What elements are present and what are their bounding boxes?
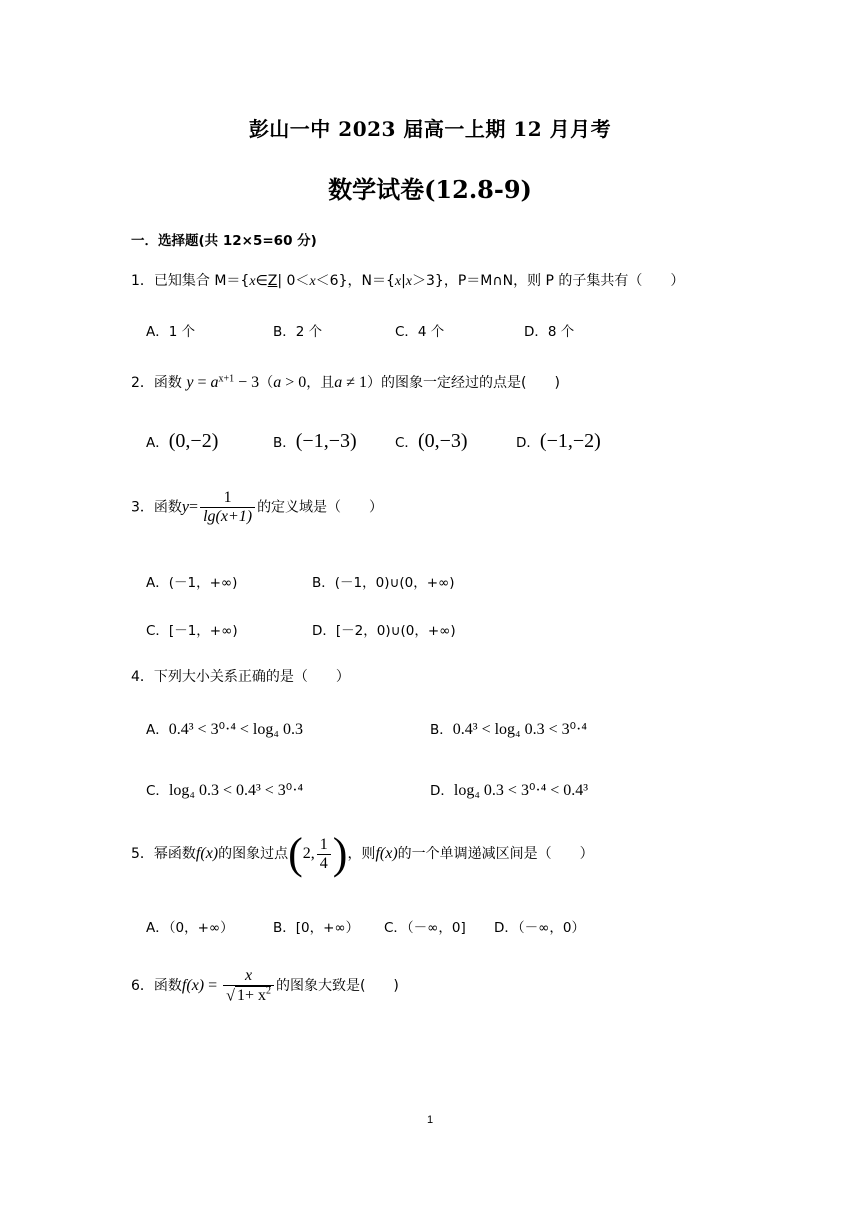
q1-var: x [249, 274, 256, 289]
q2-cond-gt: > 0 [281, 374, 307, 391]
q1-var-3: x [394, 274, 402, 289]
q5-option-b[interactable]: B．[0，+∞） [273, 920, 360, 936]
q6-denominator: √ $1+ x^2$ [223, 985, 274, 1005]
q2-option-d-label: D． [516, 435, 540, 451]
q1-option-a[interactable]: A．1 个 [146, 324, 196, 340]
q1-suffix: ＞3}，P＝M∩N，则 P 的子集共有（ ） [412, 273, 685, 289]
q4-option-b-value: 0.4³ < log₄ 0.3 < 3⁰·⁴ [452, 721, 587, 738]
q5-suffix: 的一个单调递减区间是（ ） [397, 846, 594, 862]
section-heading: 一．选择题(共 12×5=60 分) [131, 233, 317, 249]
q2-option-b-label: B． [273, 435, 296, 451]
q2-cond-open: （ [259, 375, 274, 391]
q1-bar: | [401, 273, 406, 289]
q6-radicand: 1+ x [236, 987, 266, 1005]
q5-fx-2: f(x) [375, 845, 398, 862]
q2-option-a[interactable] [146, 430, 218, 453]
q2-option-c-value: (0,−3) [417, 430, 468, 452]
q3-denominator: lg(x+1) [200, 507, 255, 526]
q5-prefix: 5．幂函数 [131, 846, 196, 862]
q6-radicand-exp: 2 [265, 986, 271, 997]
q1-option-c[interactable]: C．4 个 [395, 324, 445, 340]
q1-integers: Z [267, 273, 278, 289]
q6-numerator: x [245, 967, 253, 984]
q4-option-b[interactable] [430, 718, 587, 739]
q5-fraction-num: 1 [319, 835, 328, 853]
q6-fx: f(x) [181, 977, 205, 995]
q4-option-d-value: log₄ 0.3 < 3⁰·⁴ < 0.4³ [453, 782, 589, 799]
question-4: 4．下列大小关系正确的是（ ） [131, 669, 350, 685]
page-number: 1 [426, 1114, 434, 1126]
q2-minus-three: − 3 [234, 374, 260, 391]
q3-option-b[interactable]: B．(－1，0)∪(0，+∞) [312, 575, 455, 591]
q2-cond-a: a [273, 374, 282, 391]
exam-title: 彭山一中 2023 届高一上期 12 月月考 [248, 117, 612, 141]
q5-fx: f(x) [195, 845, 219, 862]
q4-option-c-label: C． [146, 783, 169, 799]
q2-cond-a2: a [334, 374, 343, 391]
q1-var-4: x [405, 274, 413, 289]
q6-suffix: 的图象大致是( ) [275, 978, 399, 995]
q2-eq: = [193, 374, 211, 391]
question-3 [131, 489, 383, 526]
q3-eq: = [189, 498, 199, 516]
q5-point-x: 2, [302, 845, 315, 862]
q3-prefix: 3．函数 [131, 499, 182, 516]
q5-option-c[interactable]: C．（－∞，0] [384, 920, 466, 936]
q4-option-b-label: B． [430, 722, 453, 738]
q5-left-paren: ( [288, 829, 303, 878]
q6-prefix: 6．函数 [131, 978, 182, 995]
question-2 [131, 372, 560, 392]
question-6 [131, 967, 399, 1005]
q4-option-c-value: log₄ 0.3 < 0.4³ < 3⁰·⁴ [168, 782, 304, 799]
q3-option-d[interactable]: D．[－2，0)∪(0，+∞) [312, 623, 456, 639]
q2-option-d[interactable] [516, 430, 601, 453]
q3-suffix: 的定义域是（ ） [257, 499, 384, 516]
q2-option-d-value: (−1,−2) [539, 430, 601, 452]
q5-right-paren: ) [332, 829, 348, 878]
q2-suffix: ）的图象一定经过的点是( ) [367, 375, 560, 391]
question-5 [131, 829, 594, 878]
q2-exponent: x+1 [218, 373, 235, 385]
q5-mid: 的图象过点 [218, 846, 289, 862]
q2-cond-mid: ，且 [306, 375, 335, 391]
q2-prefix: 2．函数 [131, 375, 182, 391]
q2-cond-ne: ≠ 1 [342, 374, 367, 391]
q2-option-b-value: (−1,−3) [295, 430, 357, 452]
q2-option-b[interactable] [273, 430, 357, 453]
q3-numerator: 1 [223, 489, 232, 506]
q2-option-c-label: C． [395, 435, 418, 451]
q4-option-d-label: D． [430, 783, 454, 799]
q4-option-d[interactable] [430, 779, 588, 800]
q3-y: y [181, 498, 190, 516]
q2-base: a [210, 374, 219, 391]
q1-option-b[interactable]: B．2 个 [273, 324, 323, 340]
q3-option-a[interactable]: A．(－1，+∞) [146, 575, 238, 591]
q5-comma: ，则 [347, 846, 376, 862]
q1-option-d[interactable]: D．8 个 [524, 324, 575, 340]
q1-prefix: 1．已知集合 M＝{ [131, 273, 250, 289]
q1-mid-2: ＜6}，N＝{ [315, 273, 395, 289]
q3-option-c[interactable]: C．[－1，+∞) [146, 623, 238, 639]
q6-fraction [223, 967, 274, 1005]
q1-mid: | 0＜ [277, 273, 310, 289]
q6-eq: = [204, 977, 222, 995]
q4-option-c[interactable] [146, 779, 303, 800]
exam-subtitle: 数学试卷(12.8-9) [328, 175, 532, 204]
q2-option-a-value: (0,−2) [168, 430, 219, 452]
q2-option-c[interactable] [395, 430, 468, 453]
q2-y: y [186, 374, 194, 391]
q4-option-a-label: A． [146, 722, 169, 738]
question-1 [131, 270, 684, 290]
q3-fraction [200, 489, 255, 526]
q1-in: ∈ [255, 273, 268, 289]
q5-option-d[interactable]: D．（－∞，0） [494, 920, 585, 936]
q4-option-a[interactable] [146, 718, 303, 739]
q1-var-2: x [309, 274, 316, 289]
q5-fraction-den: 4 [317, 854, 331, 873]
q5-option-a[interactable]: A．（0，+∞） [146, 920, 234, 936]
q4-option-a-value: 0.4³ < 3⁰·⁴ < log₄ 0.3 [168, 721, 303, 738]
q2-option-a-label: A． [146, 435, 169, 451]
q5-point-fraction [317, 836, 331, 873]
